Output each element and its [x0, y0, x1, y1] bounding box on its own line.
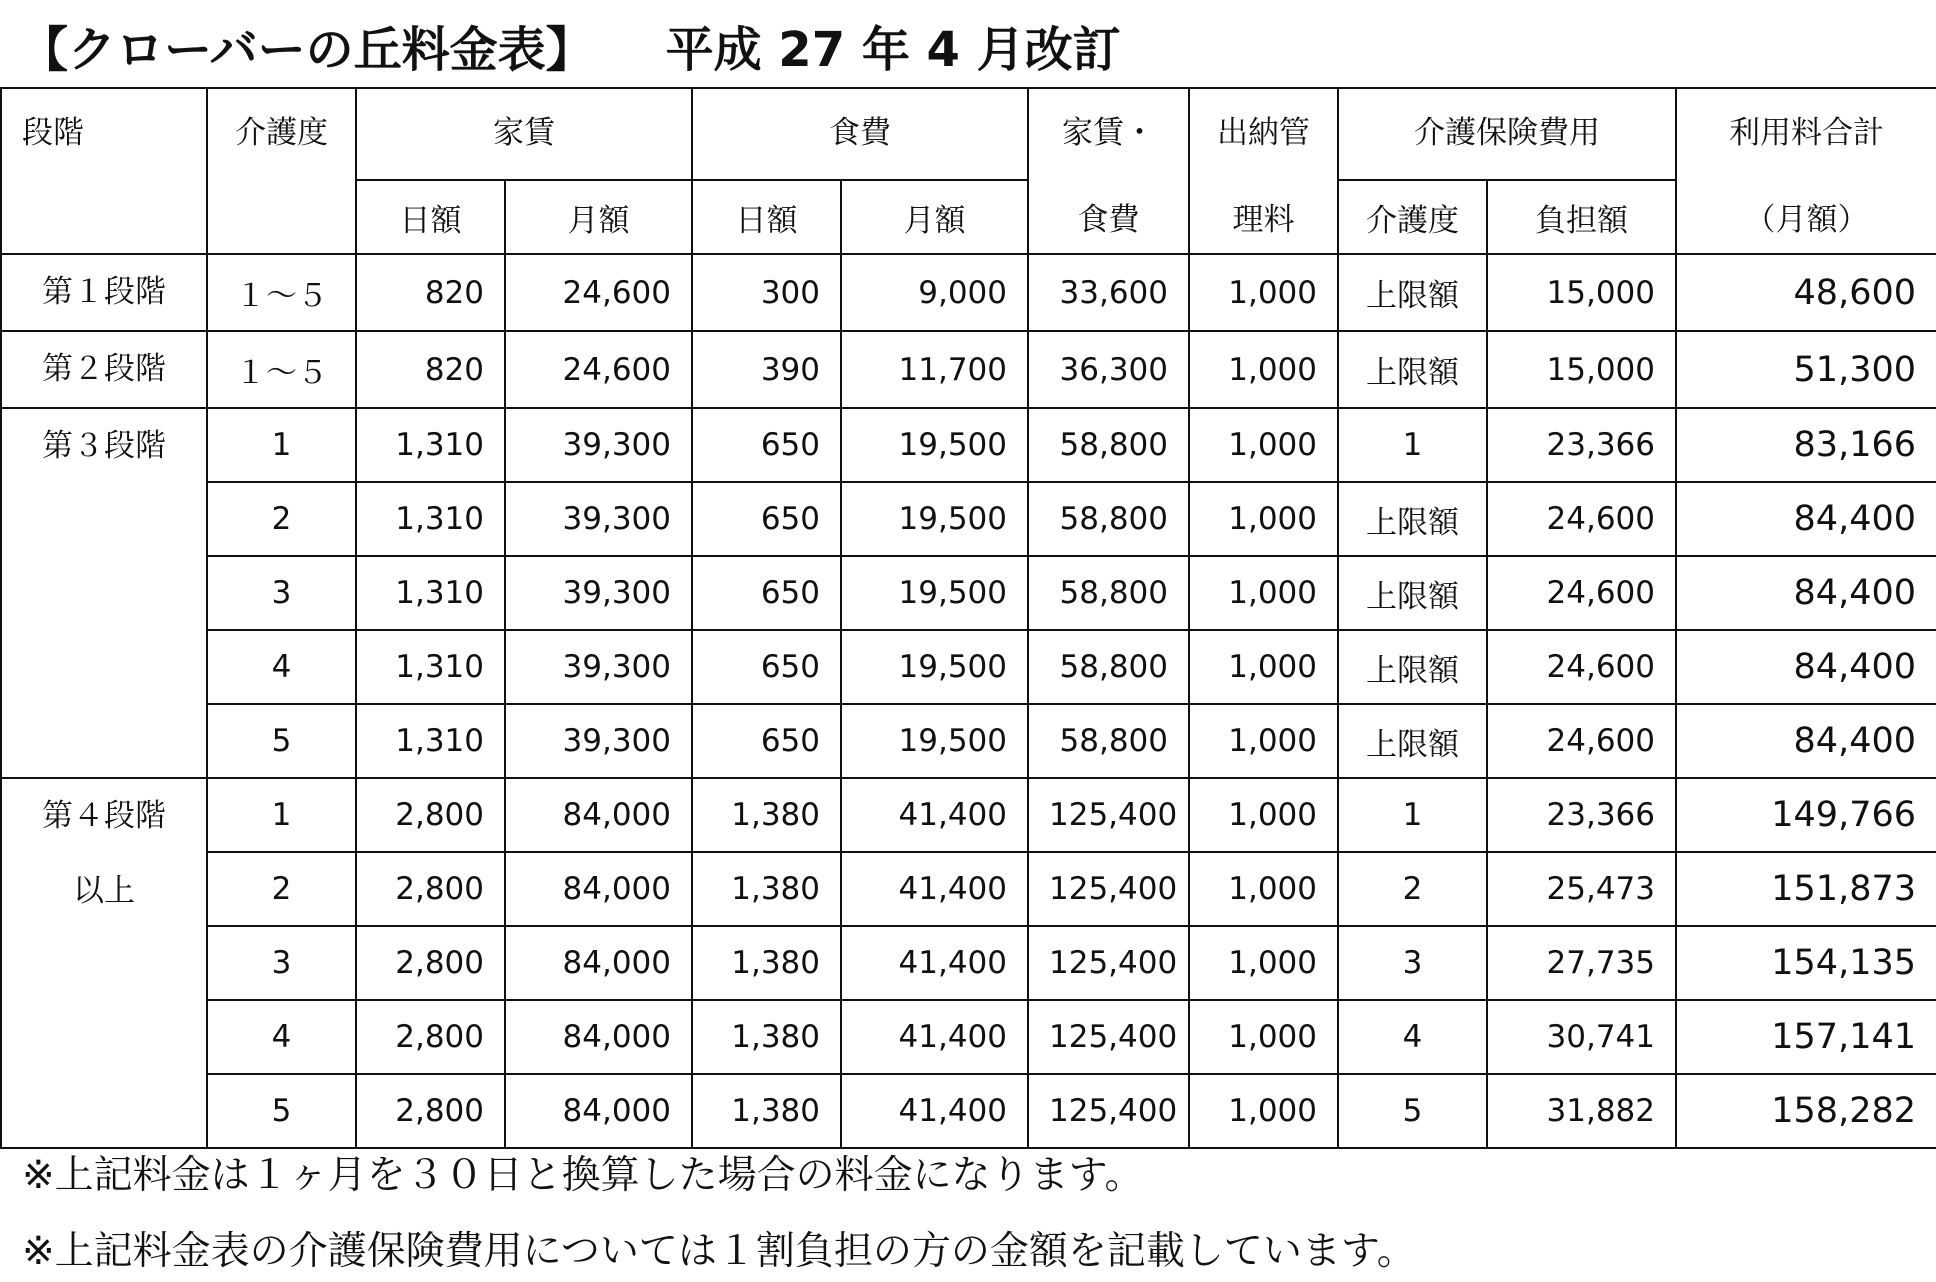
rent-monthly-cell: 24,600 [505, 331, 692, 408]
rent-monthly-cell: 84,000 [505, 926, 692, 1000]
care-level-cell: 4 [207, 1000, 356, 1074]
table-row [1, 852, 1936, 926]
total-cell: 158,282 [1676, 1074, 1936, 1148]
insurance-care-level-cell: 上限額 [1338, 630, 1487, 704]
meal-monthly-cell: 19,500 [841, 630, 1028, 704]
care-level-cell: 3 [207, 556, 356, 630]
table-row [1, 556, 1936, 630]
header-rent-meal: 家賃・ [1028, 88, 1189, 180]
total-cell: 84,400 [1676, 630, 1936, 704]
stage-cell [1, 254, 207, 331]
total-cell: 48,600 [1676, 254, 1936, 331]
insurance-burden-cell: 15,000 [1487, 331, 1676, 408]
rent-meal-cell: 58,800 [1028, 408, 1189, 482]
insurance-care-level-cell: 1 [1338, 778, 1487, 852]
meal-monthly-cell: 19,500 [841, 408, 1028, 482]
rent-meal-cell: 125,400 [1028, 778, 1189, 852]
total-cell: 51,300 [1676, 331, 1936, 408]
cash-management-cell: 1,000 [1189, 556, 1338, 630]
header-cash-management-sub: 理料 [1189, 180, 1338, 254]
cash-management-cell: 1,000 [1189, 704, 1338, 778]
table-row [1, 704, 1936, 778]
care-level-cell: 1 [207, 408, 356, 482]
meal-daily-cell: 1,380 [692, 1074, 841, 1148]
meal-monthly-cell: 19,500 [841, 704, 1028, 778]
header-meal-monthly: 月額 [841, 180, 1028, 254]
insurance-burden-cell: 23,366 [1487, 408, 1676, 482]
total-cell: 154,135 [1676, 926, 1936, 1000]
meal-daily-cell: 650 [692, 630, 841, 704]
total-cell: 84,400 [1676, 482, 1936, 556]
meal-monthly-cell: 41,400 [841, 852, 1028, 926]
rent-monthly-cell: 39,300 [505, 704, 692, 778]
cash-management-cell: 1,000 [1189, 926, 1338, 1000]
rent-daily-cell: 1,310 [356, 408, 505, 482]
footnote: ※上記料金表の介護保険費用については１割負担の方の金額を記載しています。 [22, 1229, 1416, 1274]
insurance-burden-cell: 24,600 [1487, 704, 1676, 778]
rent-meal-cell: 125,400 [1028, 852, 1189, 926]
header-rent: 家賃 [356, 88, 692, 180]
rent-meal-cell: 58,800 [1028, 630, 1189, 704]
table-header [1, 88, 1936, 254]
rent-meal-cell: 58,800 [1028, 556, 1189, 630]
fee-table [0, 87, 1936, 1149]
table-row [1, 254, 1936, 331]
cash-management-cell: 1,000 [1189, 482, 1338, 556]
cash-management-cell: 1,000 [1189, 1000, 1338, 1074]
rent-monthly-cell: 84,000 [505, 1074, 692, 1148]
insurance-burden-cell: 23,366 [1487, 778, 1676, 852]
rent-daily-cell: 2,800 [356, 1000, 505, 1074]
rent-daily-cell: 2,800 [356, 852, 505, 926]
cash-management-cell: 1,000 [1189, 630, 1338, 704]
rent-meal-cell: 58,800 [1028, 482, 1189, 556]
insurance-burden-cell: 24,600 [1487, 556, 1676, 630]
insurance-care-level-cell: 上限額 [1338, 482, 1487, 556]
cash-management-cell: 1,000 [1189, 254, 1338, 331]
total-cell: 84,400 [1676, 704, 1936, 778]
cash-management-cell: 1,000 [1189, 778, 1338, 852]
table-row [1, 926, 1936, 1000]
meal-monthly-cell: 19,500 [841, 482, 1028, 556]
care-level-cell: 3 [207, 926, 356, 1000]
meal-daily-cell: 650 [692, 408, 841, 482]
meal-monthly-cell: 41,400 [841, 778, 1028, 852]
stage-cell [1, 778, 207, 1148]
rent-monthly-cell: 84,000 [505, 778, 692, 852]
stage-label: 以上 [73, 873, 135, 909]
stage-label: 第３段階 [42, 428, 166, 464]
header-rent-daily: 日額 [356, 180, 505, 254]
insurance-care-level-cell: 上限額 [1338, 556, 1487, 630]
rent-meal-cell: 125,400 [1028, 1000, 1189, 1074]
rent-monthly-cell: 39,300 [505, 408, 692, 482]
care-level-cell: 5 [207, 704, 356, 778]
meal-daily-cell: 650 [692, 704, 841, 778]
meal-daily-cell: 300 [692, 254, 841, 331]
stage-label: 第４段階 [42, 798, 166, 834]
insurance-care-level-cell: 2 [1338, 852, 1487, 926]
meal-daily-cell: 650 [692, 482, 841, 556]
insurance-care-level-cell: 上限額 [1338, 331, 1487, 408]
total-cell: 151,873 [1676, 852, 1936, 926]
footnote: ※上記料金は１ヶ月を３０日と換算した場合の料金になります。 [22, 1153, 1144, 1198]
insurance-burden-cell: 31,882 [1487, 1074, 1676, 1148]
meal-monthly-cell: 41,400 [841, 1074, 1028, 1148]
table-row [1, 482, 1936, 556]
header-meal-daily: 日額 [692, 180, 841, 254]
meal-monthly-cell: 41,400 [841, 1000, 1028, 1074]
insurance-burden-cell: 27,735 [1487, 926, 1676, 1000]
meal-daily-cell: 1,380 [692, 778, 841, 852]
meal-daily-cell: 650 [692, 556, 841, 630]
total-cell: 84,400 [1676, 556, 1936, 630]
care-level-cell: １～５ [207, 254, 356, 331]
cash-management-cell: 1,000 [1189, 331, 1338, 408]
stage-cell [1, 331, 207, 408]
rent-daily-cell: 2,800 [356, 926, 505, 1000]
insurance-care-level-cell: 3 [1338, 926, 1487, 1000]
care-level-cell: 2 [207, 482, 356, 556]
rent-meal-cell: 125,400 [1028, 926, 1189, 1000]
care-level-cell: 2 [207, 852, 356, 926]
header-stage: 段階 [1, 88, 207, 254]
meal-daily-cell: 1,380 [692, 852, 841, 926]
rent-daily-cell: 820 [356, 331, 505, 408]
insurance-burden-cell: 15,000 [1487, 254, 1676, 331]
header-rent-monthly: 月額 [505, 180, 692, 254]
table-row [1, 331, 1936, 408]
insurance-care-level-cell: 上限額 [1338, 254, 1487, 331]
rent-daily-cell: 1,310 [356, 482, 505, 556]
table-row [1, 778, 1936, 852]
insurance-care-level-cell: 4 [1338, 1000, 1487, 1074]
meal-daily-cell: 390 [692, 331, 841, 408]
rent-monthly-cell: 39,300 [505, 482, 692, 556]
header-total: 利用料合計 [1676, 88, 1936, 180]
rent-daily-cell: 2,800 [356, 1074, 505, 1148]
stage-label: 第１段階 [42, 274, 166, 310]
meal-monthly-cell: 9,000 [841, 254, 1028, 331]
rent-meal-cell: 58,800 [1028, 704, 1189, 778]
rent-monthly-cell: 39,300 [505, 556, 692, 630]
care-level-cell: 4 [207, 630, 356, 704]
meal-monthly-cell: 19,500 [841, 556, 1028, 630]
meal-monthly-cell: 11,700 [841, 331, 1028, 408]
total-cell: 83,166 [1676, 408, 1936, 482]
table-row [1, 1000, 1936, 1074]
insurance-burden-cell: 24,600 [1487, 630, 1676, 704]
table-body [1, 254, 1936, 1148]
insurance-care-level-cell: 1 [1338, 408, 1487, 482]
care-level-cell: １～５ [207, 331, 356, 408]
rent-daily-cell: 1,310 [356, 704, 505, 778]
care-level-cell: 1 [207, 778, 356, 852]
insurance-burden-cell: 24,600 [1487, 482, 1676, 556]
meal-daily-cell: 1,380 [692, 1000, 841, 1074]
stage-label: 第２段階 [42, 351, 166, 387]
header-meal: 食費 [692, 88, 1028, 180]
table-row [1, 630, 1936, 704]
insurance-burden-cell: 30,741 [1487, 1000, 1676, 1074]
header-insurance-burden: 負担額 [1487, 180, 1676, 254]
rent-meal-cell: 125,400 [1028, 1074, 1189, 1148]
header-care-level: 介護度 [207, 88, 356, 254]
cash-management-cell: 1,000 [1189, 852, 1338, 926]
rent-daily-cell: 1,310 [356, 556, 505, 630]
rent-monthly-cell: 84,000 [505, 1000, 692, 1074]
rent-monthly-cell: 24,600 [505, 254, 692, 331]
page-title: 【クローバーの丘料金表】 平成 27 年 4 月改訂 [20, 22, 1121, 78]
meal-monthly-cell: 41,400 [841, 926, 1028, 1000]
rent-daily-cell: 820 [356, 254, 505, 331]
insurance-care-level-cell: 上限額 [1338, 704, 1487, 778]
table-row [1, 1074, 1936, 1148]
care-level-cell: 5 [207, 1074, 356, 1148]
stage-cell [1, 408, 207, 778]
meal-daily-cell: 1,380 [692, 926, 841, 1000]
cash-management-cell: 1,000 [1189, 408, 1338, 482]
rent-monthly-cell: 39,300 [505, 630, 692, 704]
cash-management-cell: 1,000 [1189, 1074, 1338, 1148]
header-insurance: 介護保険費用 [1338, 88, 1676, 180]
total-cell: 149,766 [1676, 778, 1936, 852]
header-total-sub: （月額） [1676, 180, 1936, 254]
rent-meal-cell: 36,300 [1028, 331, 1189, 408]
header-insurance-care-level: 介護度 [1338, 180, 1487, 254]
header-rent-meal-sub: 食費 [1028, 180, 1189, 254]
rent-daily-cell: 1,310 [356, 630, 505, 704]
rent-monthly-cell: 84,000 [505, 852, 692, 926]
rent-daily-cell: 2,800 [356, 778, 505, 852]
table-row [1, 408, 1936, 482]
total-cell: 157,141 [1676, 1000, 1936, 1074]
insurance-burden-cell: 25,473 [1487, 852, 1676, 926]
insurance-care-level-cell: 5 [1338, 1074, 1487, 1148]
rent-meal-cell: 33,600 [1028, 254, 1189, 331]
header-cash-management: 出納管 [1189, 88, 1338, 180]
